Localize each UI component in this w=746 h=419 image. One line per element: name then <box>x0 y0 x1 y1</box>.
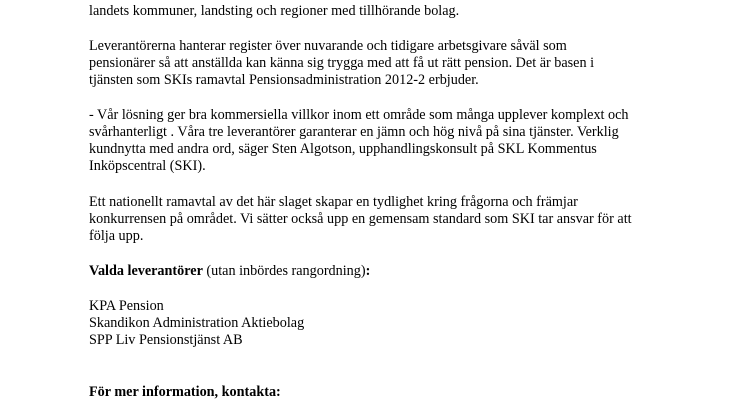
supplier-item: SPP Liv Pensionstjänst AB <box>89 332 243 348</box>
paragraph-quote-line: - Vår lösning ger bra kommersiella villkor inom ett område som många upplever komplext och <box>89 107 629 123</box>
contact-heading: För mer information, kontakta: <box>89 384 281 400</box>
paragraph-registers-line: tjänsten som SKIs ramavtal Pensionsadministration 2012-2 erbjuder. <box>89 72 479 88</box>
paragraph-framework-line: konkurrensen på området. Vi sätter också upp en gemensam standard som SKI tar ansvar för att <box>89 211 632 227</box>
paragraph-quote-line: Inköpscentral (SKI). <box>89 158 206 174</box>
paragraph-registers-line: pensionärer så att anställda kan känna sig trygga med att få ut rätt pension. Det är basen i <box>89 55 595 71</box>
suppliers-heading <box>89 263 370 280</box>
suppliers-heading-note: (utan inbördes rangordning) <box>202 263 366 279</box>
suppliers-heading-bold: Valda leverantörer <box>89 263 203 279</box>
supplier-item: Skandikon Administration Aktiebolag <box>89 315 305 331</box>
suppliers-heading-colon: : <box>365 263 371 279</box>
paragraph-registers-line: Leverantörerna hanterar register över nuvarande och tidigare arbetsgivare såväl som <box>89 38 567 54</box>
paragraph-quote-line: kundnytta med andra ord, säger Sten Algotson, upphandlingskonsult på SKL Kommentus <box>89 141 597 157</box>
paragraph-quote-line: svårhanterligt . Våra tre leverantörer garanterar en jämn och hög nivå på sina tjänster. Verklig <box>89 124 619 140</box>
paragraph-framework-line: Ett nationellt ramavtal av det här slaget skapar en tydlighet kring frågorna och främjar <box>89 194 578 210</box>
paragraph-framework-line: följa upp. <box>89 228 144 244</box>
paragraph-intro-line: landets kommuner, landsting och regioner med tillhörande bolag. <box>89 3 460 19</box>
supplier-item: KPA Pension <box>89 298 164 314</box>
